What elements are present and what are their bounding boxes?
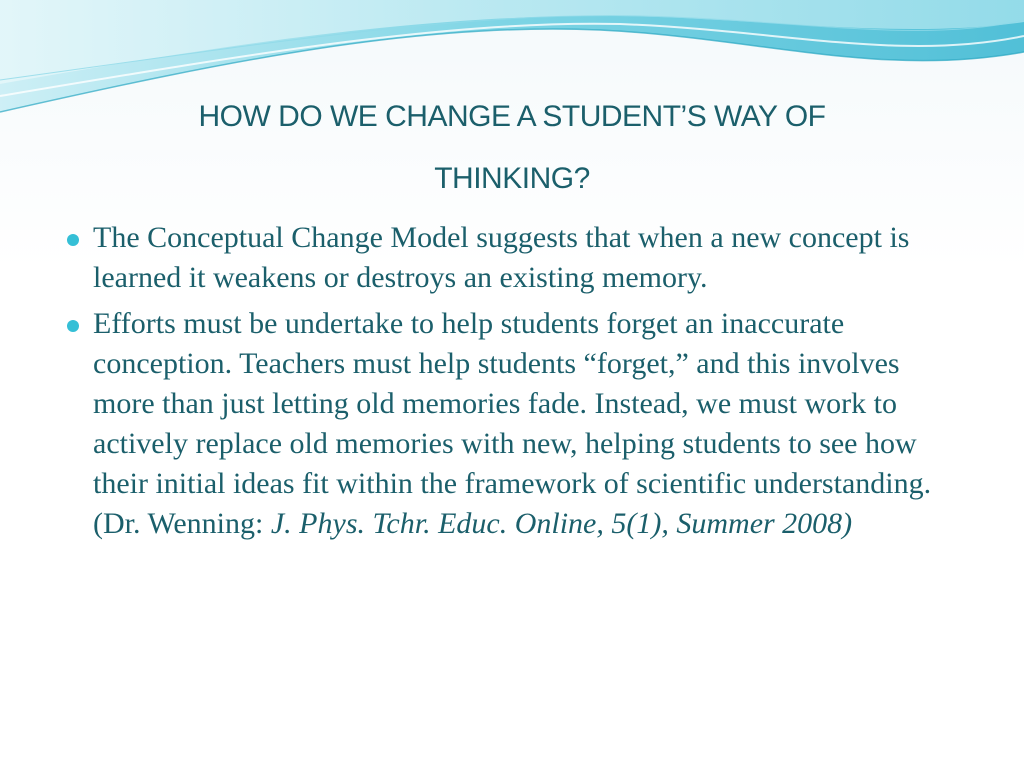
bullet-dot-icon — [67, 320, 79, 332]
bullet-list — [62, 218, 962, 550]
bullet-item — [62, 218, 962, 298]
title-line-2: THINKING? — [434, 162, 590, 195]
bullet-citation: J. Phys. Tchr. Educ. Online, 5(1), Summer 2008) — [270, 507, 853, 540]
bullet-item — [62, 304, 962, 544]
slide-title — [120, 86, 904, 210]
bullet-dot-icon — [67, 234, 79, 246]
bullet-text: The Conceptual Change Model suggests that when a new concept is learned it weakens or destroys an existing memory. — [93, 221, 910, 294]
bullet-text: Efforts must be undertake to help students forget an inaccurate conception. Teachers must help students “forget,” and this involves more than just letting old memories fade. Instead, we must work to actively replace old memories with new, helping students to see how their initial ideas fit within the framework of scientific understanding. (Dr. Wenning: — [93, 307, 932, 540]
title-line-1: HOW DO WE CHANGE A STUDENT’S WAY OF — [198, 100, 826, 133]
